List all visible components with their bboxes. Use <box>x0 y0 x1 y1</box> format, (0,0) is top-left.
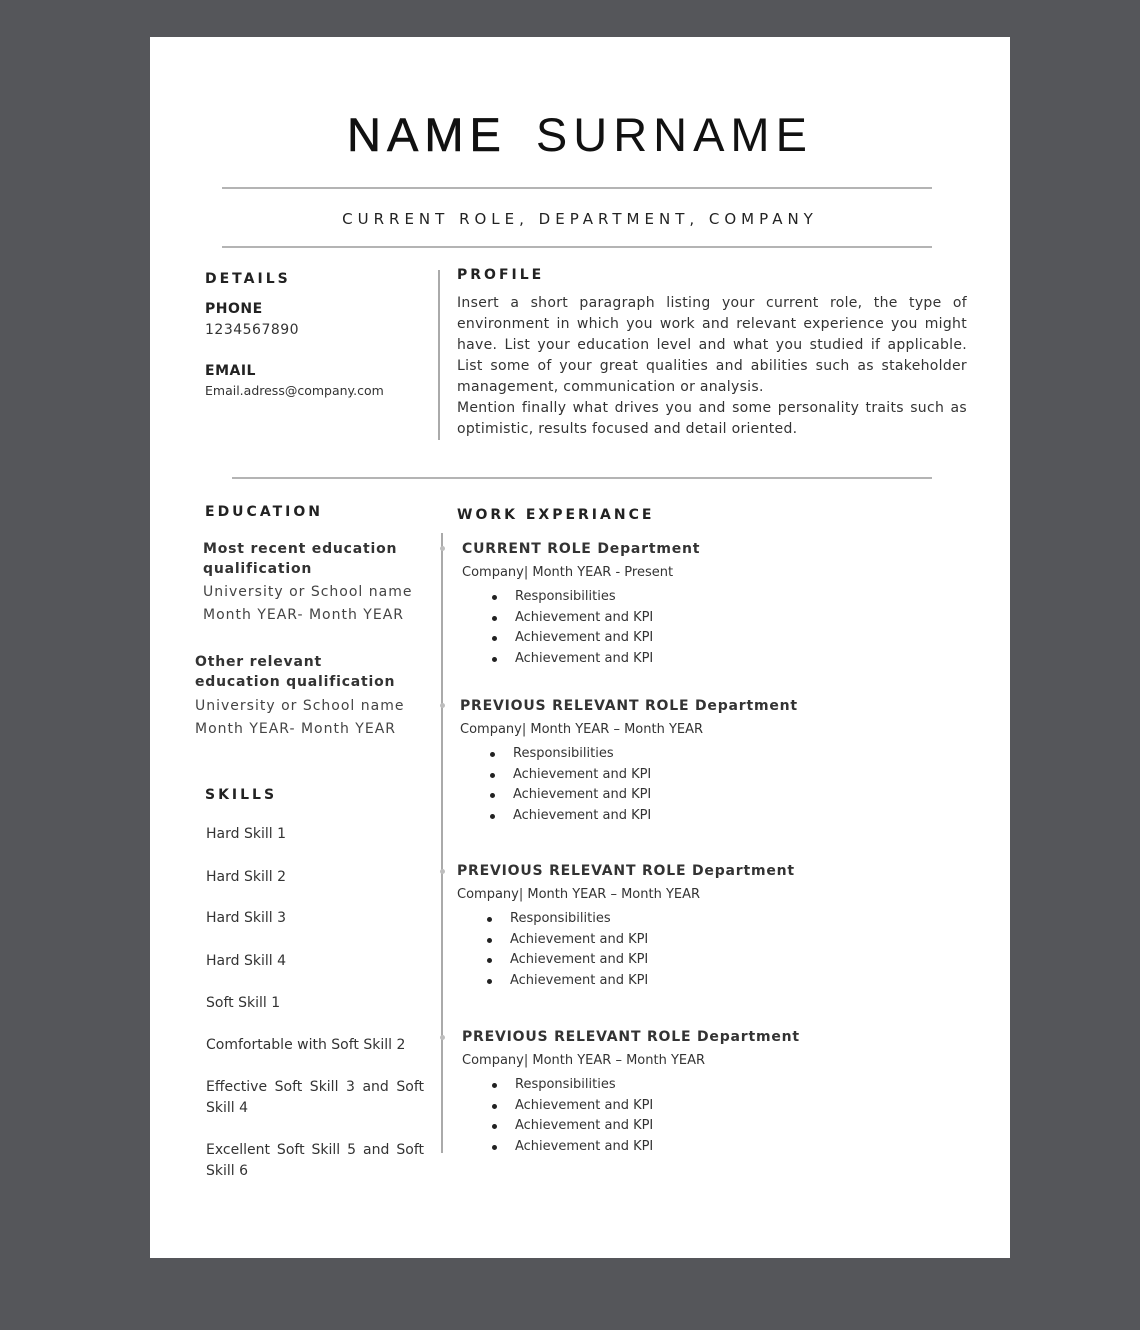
email-label: EMAIL <box>205 363 256 379</box>
job-company-dates: Company| Month YEAR – Month YEAR <box>462 1053 706 1068</box>
current-role-line: CURRENT ROLE, DEPARTMENT, COMPANY <box>342 210 818 228</box>
timeline-dot <box>440 546 445 551</box>
job-entry <box>462 540 700 669</box>
job-title: CURRENT ROLE Department <box>462 541 701 557</box>
name-heading <box>150 107 1010 163</box>
timeline-dot <box>440 1035 445 1040</box>
job-entry <box>462 1028 800 1157</box>
education-school: University or School name <box>195 698 405 714</box>
job-entry <box>457 862 795 991</box>
last-name: SURNAME <box>535 108 813 161</box>
profile-heading: PROFILE <box>457 267 545 283</box>
bullet-item: Responsibilities <box>488 744 798 765</box>
bullet-item: Achievement and KPI <box>490 628 700 649</box>
education-title: Other relevant education qualification <box>195 654 396 690</box>
resume-page <box>150 37 1010 1258</box>
skill-item: Comfortable with Soft Skill 2 <box>206 1037 406 1053</box>
bullet-item: Responsibilities <box>485 909 795 930</box>
timeline-dot <box>440 703 445 708</box>
skill-item: Soft Skill 1 <box>206 995 281 1011</box>
skill-item: Hard Skill 3 <box>206 910 286 926</box>
skill-item: Effective Soft Skill 3 and Soft Skill 4 <box>206 1079 424 1116</box>
bullet-item: Achievement and KPI <box>485 930 795 951</box>
skill-item: Excellent Soft Skill 5 and Soft Skill 6 <box>206 1142 424 1179</box>
job-title: PREVIOUS RELEVANT ROLE Department <box>460 698 798 714</box>
job-bullets <box>488 744 798 826</box>
job-company-dates: Company| Month YEAR - Present <box>462 565 674 580</box>
bullet-item: Achievement and KPI <box>490 1116 800 1137</box>
education-title: Most recent education qualification <box>203 541 398 577</box>
skill-item: Hard Skill 1 <box>206 826 286 842</box>
job-title: PREVIOUS RELEVANT ROLE Department <box>457 863 795 879</box>
education-dates: Month YEAR- Month YEAR <box>195 721 396 737</box>
job-title: PREVIOUS RELEVANT ROLE Department <box>462 1029 800 1045</box>
header-rule-top <box>222 187 932 189</box>
skills-heading: SKILLS <box>205 787 278 803</box>
timeline-line <box>441 533 443 1153</box>
bullet-item: Achievement and KPI <box>490 1137 800 1158</box>
education-dates: Month YEAR- Month YEAR <box>203 607 404 623</box>
bullet-item: Responsibilities <box>490 587 700 608</box>
bullet-item: Responsibilities <box>490 1075 800 1096</box>
bullet-item: Achievement and KPI <box>485 950 795 971</box>
profile-paragraph-2: Mention finally what drives you and some personality traits such as optimistic, results focused and detail oriented. <box>457 400 967 437</box>
bullet-item: Achievement and KPI <box>490 649 700 670</box>
bullet-item: Achievement and KPI <box>488 806 798 827</box>
first-name: NAME <box>347 108 507 161</box>
job-bullets <box>490 1075 800 1157</box>
phone-label: PHONE <box>205 301 263 317</box>
job-entry <box>460 697 798 826</box>
skill-item: Hard Skill 4 <box>206 953 286 969</box>
bullet-item: Achievement and KPI <box>488 785 798 806</box>
education-heading: EDUCATION <box>205 504 323 520</box>
header-rule-bottom <box>222 246 932 248</box>
phone-value: 1234567890 <box>205 322 300 338</box>
details-heading: DETAILS <box>205 271 291 287</box>
bullet-item: Achievement and KPI <box>485 971 795 992</box>
bullet-item: Achievement and KPI <box>488 765 798 786</box>
section-rule <box>232 477 932 479</box>
bullet-item: Achievement and KPI <box>490 608 700 629</box>
work-heading: WORK EXPERIANCE <box>457 507 655 523</box>
skill-item: Hard Skill 2 <box>206 869 286 885</box>
job-company-dates: Company| Month YEAR – Month YEAR <box>460 722 704 737</box>
profile-divider <box>438 270 440 440</box>
job-bullets <box>490 587 700 669</box>
job-company-dates: Company| Month YEAR – Month YEAR <box>457 887 701 902</box>
bullet-item: Achievement and KPI <box>490 1096 800 1117</box>
profile-text <box>457 293 967 440</box>
profile-paragraph: Insert a short paragraph listing your current role, the type of environment in which you work and relevant experience you might have. List your education level and what you studied if applicable. List some of your great qualities and abilities such as stakeholder management, communication or analysis. <box>457 295 967 395</box>
timeline-dot <box>440 869 445 874</box>
education-school: University or School name <box>203 584 413 600</box>
job-bullets <box>485 909 795 991</box>
email-value: Email.adress@company.com <box>205 383 384 398</box>
